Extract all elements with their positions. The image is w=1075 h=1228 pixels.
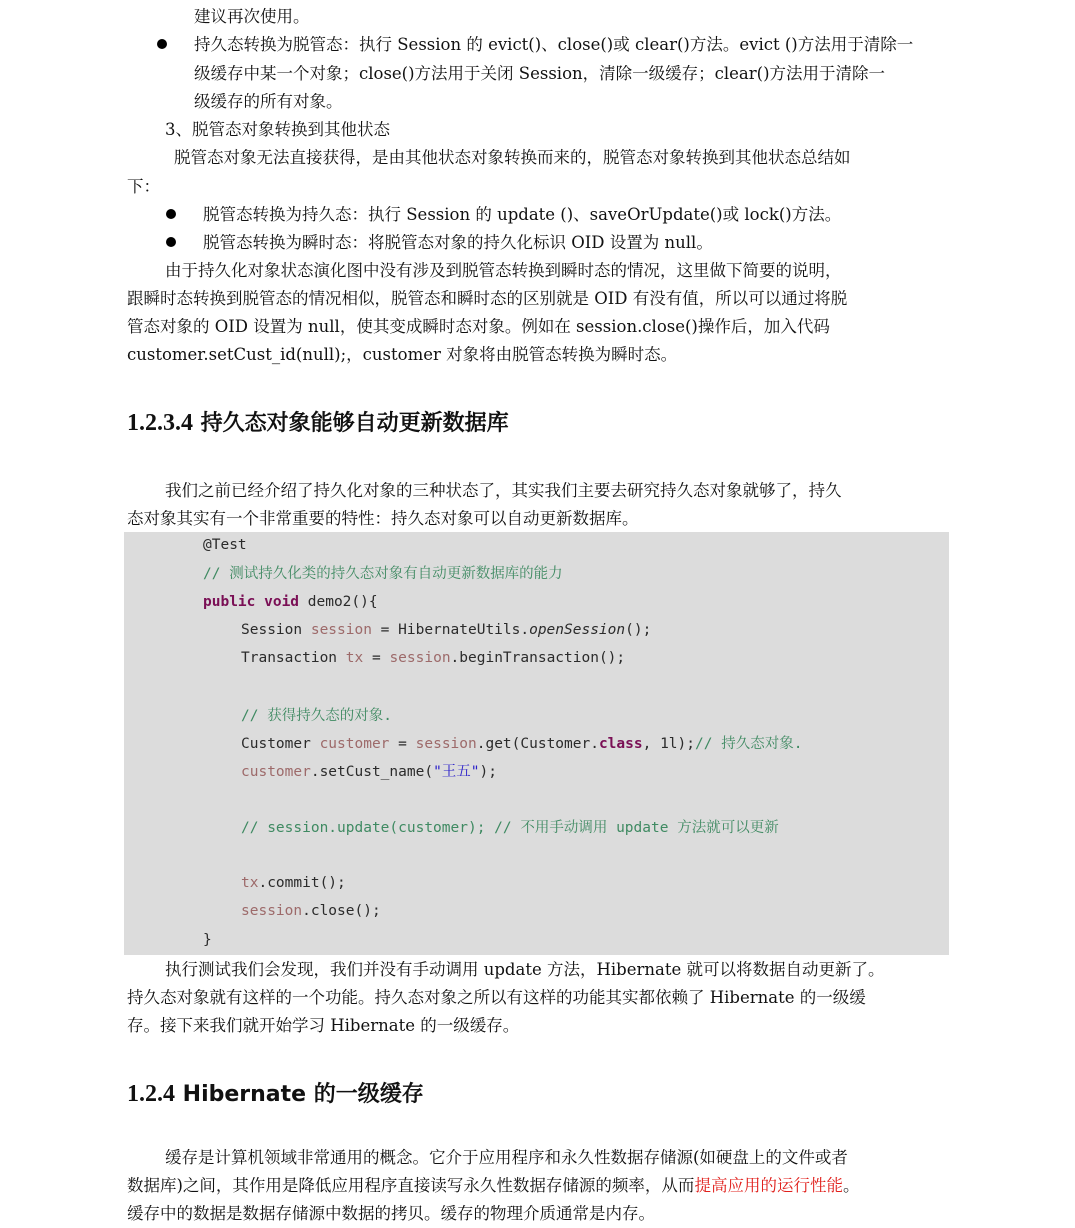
code-comment: // session.update(customer); // 不用手动调用 update 方法就可以更新 bbox=[241, 820, 779, 836]
code-comment: // 持久态对象. bbox=[695, 736, 803, 752]
code-text: , 1l); bbox=[642, 736, 695, 752]
highlighted-text: 提高应用的运行性能 bbox=[694, 1176, 843, 1195]
code-variable: customer bbox=[319, 736, 390, 752]
code-variable: session bbox=[389, 650, 451, 666]
section-heading bbox=[127, 406, 509, 437]
heading-number: 1.2.3.4 bbox=[127, 410, 193, 436]
code-text: Customer bbox=[241, 736, 320, 752]
bullet-item: 脱管态转换为瞬时态：将脱管态对象的持久化标识 OID 设置为 null。 bbox=[203, 233, 713, 252]
code-text: ); bbox=[479, 764, 497, 780]
code-text: Transaction bbox=[241, 650, 346, 666]
code-line bbox=[203, 592, 378, 612]
code-line bbox=[241, 762, 497, 782]
paragraph-line: 存。接下来我们就开始学习 Hibernate 的一级缓存。 bbox=[127, 1016, 520, 1035]
code-text: .commit(); bbox=[258, 875, 346, 891]
heading-text: 持久态对象能够自动更新数据库 bbox=[200, 411, 509, 436]
paragraph-line: 缓存中的数据是数据存储源中数据的拷贝。缓存的物理介质通常是内存。 bbox=[127, 1204, 655, 1223]
code-variable: session bbox=[241, 903, 303, 919]
paragraph-line: 持久态对象就有这样的一个功能。持久态对象之所以有这样的功能其实都依赖了 Hibernate 的一级缓 bbox=[127, 988, 866, 1007]
code-keyword: class bbox=[598, 736, 643, 752]
code-variable: customer bbox=[241, 764, 311, 780]
code-text: = bbox=[389, 736, 416, 752]
bullet-icon bbox=[157, 39, 167, 49]
paragraph-line: 跟瞬时态转换到脱管态的情况相似，脱管态和瞬时态的区别就是 OID 有没有值，所以可以通过将脱 bbox=[127, 289, 848, 308]
paragraph-line: 我们之前已经介绍了持久化对象的三种状态了，其实我们主要去研究持久态对象就够了，持久 bbox=[165, 481, 842, 500]
code-text: = HibernateUtils. bbox=[371, 622, 530, 638]
section-heading bbox=[127, 1077, 424, 1108]
paragraph-line: customer.setCust_id(null);，customer 对象将由脱管态转换为瞬时态。 bbox=[127, 345, 678, 364]
subsection-title: 3、脱管态对象转换到其他状态 bbox=[165, 120, 390, 139]
code-line bbox=[241, 620, 651, 640]
code-comment: // 获得持久态的对象. bbox=[241, 708, 392, 724]
code-line bbox=[241, 901, 381, 921]
paragraph-line: 下： bbox=[127, 177, 160, 196]
text-run: 数据库)之间，其作用是降低应用程序直接读写永久性数据存储源的频率，从而 bbox=[127, 1176, 695, 1195]
code-text: .setCust_name( bbox=[310, 764, 434, 780]
code-keyword: public void bbox=[203, 594, 300, 610]
code-text: (); bbox=[625, 622, 652, 638]
code-line: @Test bbox=[203, 537, 247, 553]
code-text: = bbox=[363, 650, 390, 666]
text-line: 级缓存的所有对象。 bbox=[194, 92, 343, 111]
code-line bbox=[241, 873, 346, 893]
text-line: 建议再次使用。 bbox=[194, 7, 310, 26]
bullet-item: 持久态转换为脱管态：执行 Session 的 evict()、close()或 clear()方法。evict ()方法用于清除一 bbox=[194, 35, 914, 54]
paragraph-line: 由于持久化对象状态演化图中没有涉及到脱管态转换到瞬时态的情况，这里做下简要的说明， bbox=[165, 261, 842, 280]
text-line: 级缓存中某一个对象；close()方法用于关闭 Session，清除一级缓存；clear()方法用于清除一 bbox=[194, 64, 886, 83]
paragraph-line: 执行测试我们会发现，我们并没有手动调用 update 方法，Hibernate 就可以将数据自动更新了。 bbox=[165, 960, 885, 979]
code-line: } bbox=[203, 932, 212, 948]
paragraph-line: 脱管态对象无法直接获得，是由其他状态对象转换而来的，脱管态对象转换到其他状态总结如 bbox=[174, 148, 851, 167]
code-text: demo2(){ bbox=[299, 594, 378, 610]
paragraph-line: 管态对象的 OID 设置为 null，使其变成瞬时态对象。例如在 session.close()操作后，加入代码 bbox=[127, 317, 830, 336]
code-text: .get(Customer. bbox=[476, 736, 599, 752]
code-comment: // 测试持久化类的持久态对象有自动更新数据库的能力 bbox=[203, 566, 563, 582]
text-run: 。 bbox=[842, 1176, 860, 1195]
code-variable: session bbox=[415, 736, 477, 752]
bullet-icon bbox=[166, 237, 176, 247]
code-variable: tx bbox=[241, 875, 259, 891]
code-method: openSession bbox=[529, 622, 626, 638]
paragraph-line: 缓存是计算机领域非常通用的概念。它介于应用程序和永久性数据存储源(如硬盘上的文件或者 bbox=[165, 1148, 848, 1167]
code-line bbox=[241, 648, 625, 668]
code-text: .close(); bbox=[302, 903, 381, 919]
paragraph-line: 态对象其实有一个非常重要的特性：持久态对象可以自动更新数据库。 bbox=[127, 509, 639, 528]
paragraph-line bbox=[127, 1174, 859, 1198]
code-variable: tx bbox=[345, 650, 364, 666]
heading-text: Hibernate 的一级缓存 bbox=[182, 1082, 424, 1107]
code-line bbox=[241, 734, 802, 754]
code-text: .beginTransaction(); bbox=[450, 650, 626, 666]
code-string: "王五" bbox=[433, 764, 480, 780]
bullet-icon bbox=[166, 209, 176, 219]
heading-number: 1.2.4 bbox=[127, 1081, 175, 1107]
code-text: Session bbox=[241, 622, 311, 638]
bullet-item: 脱管态转换为持久态：执行 Session 的 update ()、saveOrUpdate()或 lock()方法。 bbox=[203, 205, 842, 224]
code-variable: session bbox=[310, 622, 372, 638]
